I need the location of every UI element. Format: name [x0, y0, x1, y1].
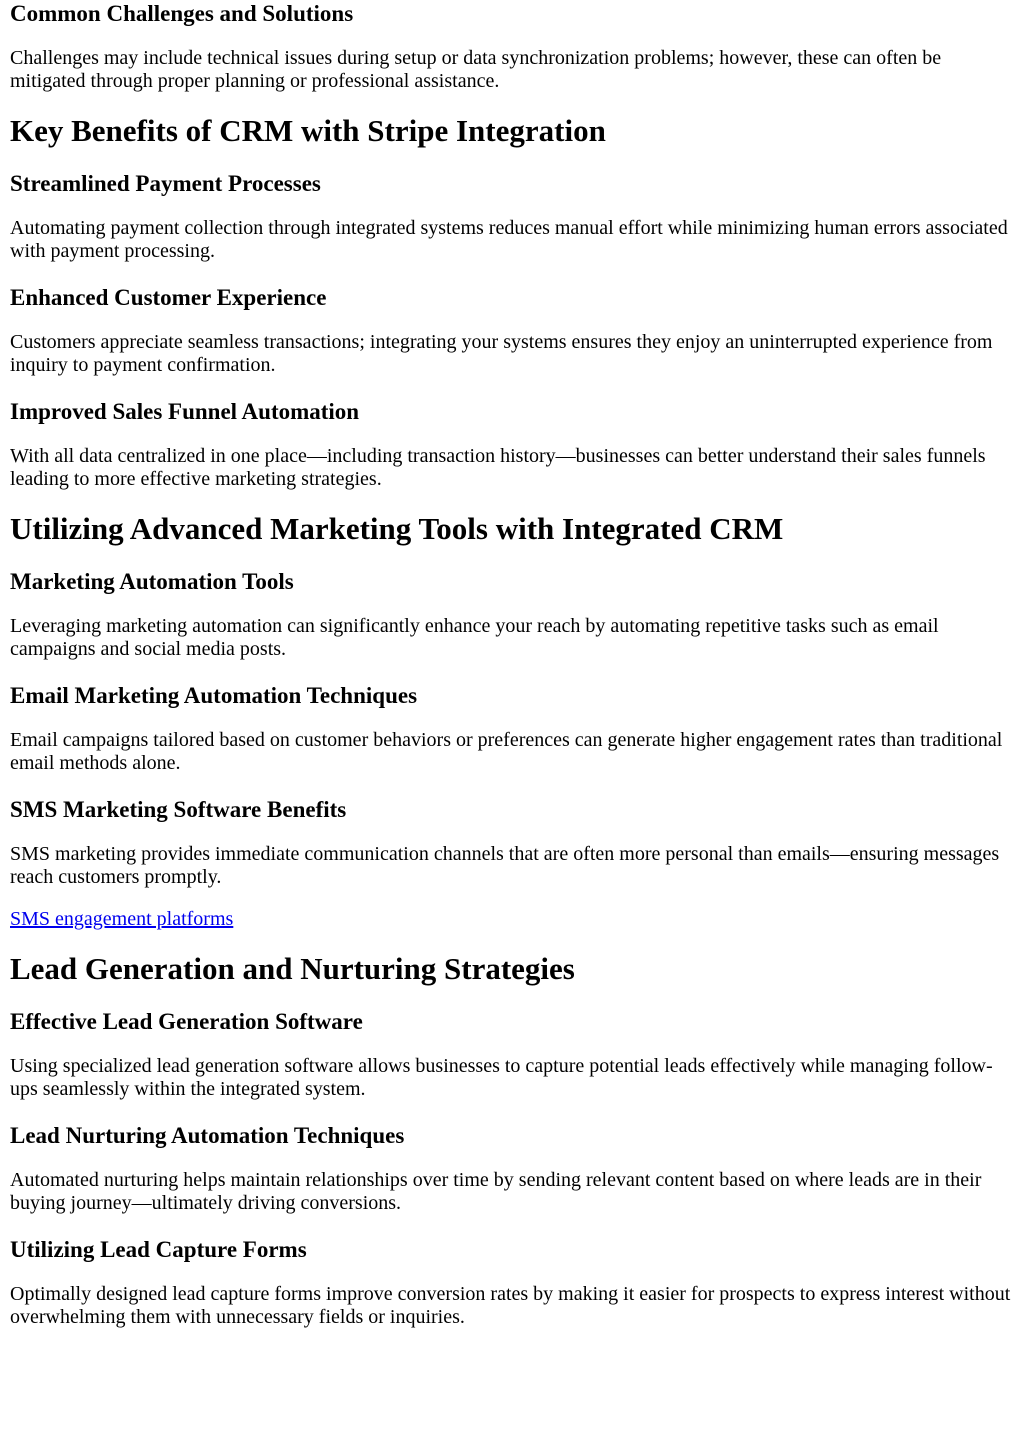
benefits-section-title: Key Benefits of CRM with Stripe Integration — [10, 113, 606, 148]
marketing-automation-heading: Marketing Automation Tools — [10, 569, 294, 594]
customer-experience-paragraph: Customers appreciate seamless transactions; integrating your systems ensures they enjoy an uninterrupted experience from inquiry to payment confirmation. — [10, 331, 993, 376]
streamlined-payment-paragraph: Automating payment collection through integrated systems reduces manual effort while minimizing human errors associated with payment processing. — [10, 217, 1008, 262]
lead-capture-paragraph: Optimally designed lead capture forms improve conversion rates by making it easier for prospects to express interest without overwhelming them with unnecessary fields or inquiries. — [10, 1283, 1011, 1328]
lead-generation-paragraph: Using specialized lead generation software allows businesses to capture potential leads effectively while managing follow-ups seamlessly within the integrated system. — [10, 1055, 993, 1100]
email-automation-paragraph: Email campaigns tailored based on customer behaviors or preferences can generate higher engagement rates than traditional email methods alone. — [10, 729, 1003, 774]
sms-engagement-link[interactable]: SMS engagement platforms — [10, 908, 234, 930]
email-automation-heading: Email Marketing Automation Techniques — [10, 683, 418, 708]
challenges-heading: Common Challenges and Solutions — [10, 1, 354, 26]
streamlined-payment-heading: Streamlined Payment Processes — [10, 171, 321, 196]
leads-section-title: Lead Generation and Nurturing Strategies — [10, 951, 575, 986]
lead-capture-heading: Utilizing Lead Capture Forms — [10, 1237, 307, 1262]
lead-nurturing-paragraph: Automated nurturing helps maintain relationships over time by sending relevant content based on where leads are in their buying journey—ultimately driving conversions. — [10, 1169, 982, 1214]
lead-generation-heading: Effective Lead Generation Software — [10, 1009, 363, 1034]
customer-experience-heading: Enhanced Customer Experience — [10, 285, 327, 310]
sales-funnel-paragraph: With all data centralized in one place—including transaction history—businesses can better understand their sales funnels leading to more effective marketing strategies. — [10, 445, 986, 490]
lead-nurturing-heading: Lead Nurturing Automation Techniques — [10, 1123, 405, 1148]
sms-benefits-paragraph: SMS marketing provides immediate communication channels that are often more personal than emails—ensuring messages reach customers promptly. — [10, 843, 1000, 888]
article-content — [0, 1, 1024, 1329]
sales-funnel-heading: Improved Sales Funnel Automation — [10, 399, 360, 424]
challenges-paragraph: Challenges may include technical issues during setup or data synchronization problems; however, these can often be mitigated through proper planning or professional assistance. — [10, 47, 942, 92]
marketing-automation-paragraph: Leveraging marketing automation can significantly enhance your reach by automating repetitive tasks such as email campaigns and social media posts. — [10, 615, 939, 660]
marketing-section-title: Utilizing Advanced Marketing Tools with Integrated CRM — [10, 511, 784, 546]
sms-benefits-heading: SMS Marketing Software Benefits — [10, 797, 347, 822]
